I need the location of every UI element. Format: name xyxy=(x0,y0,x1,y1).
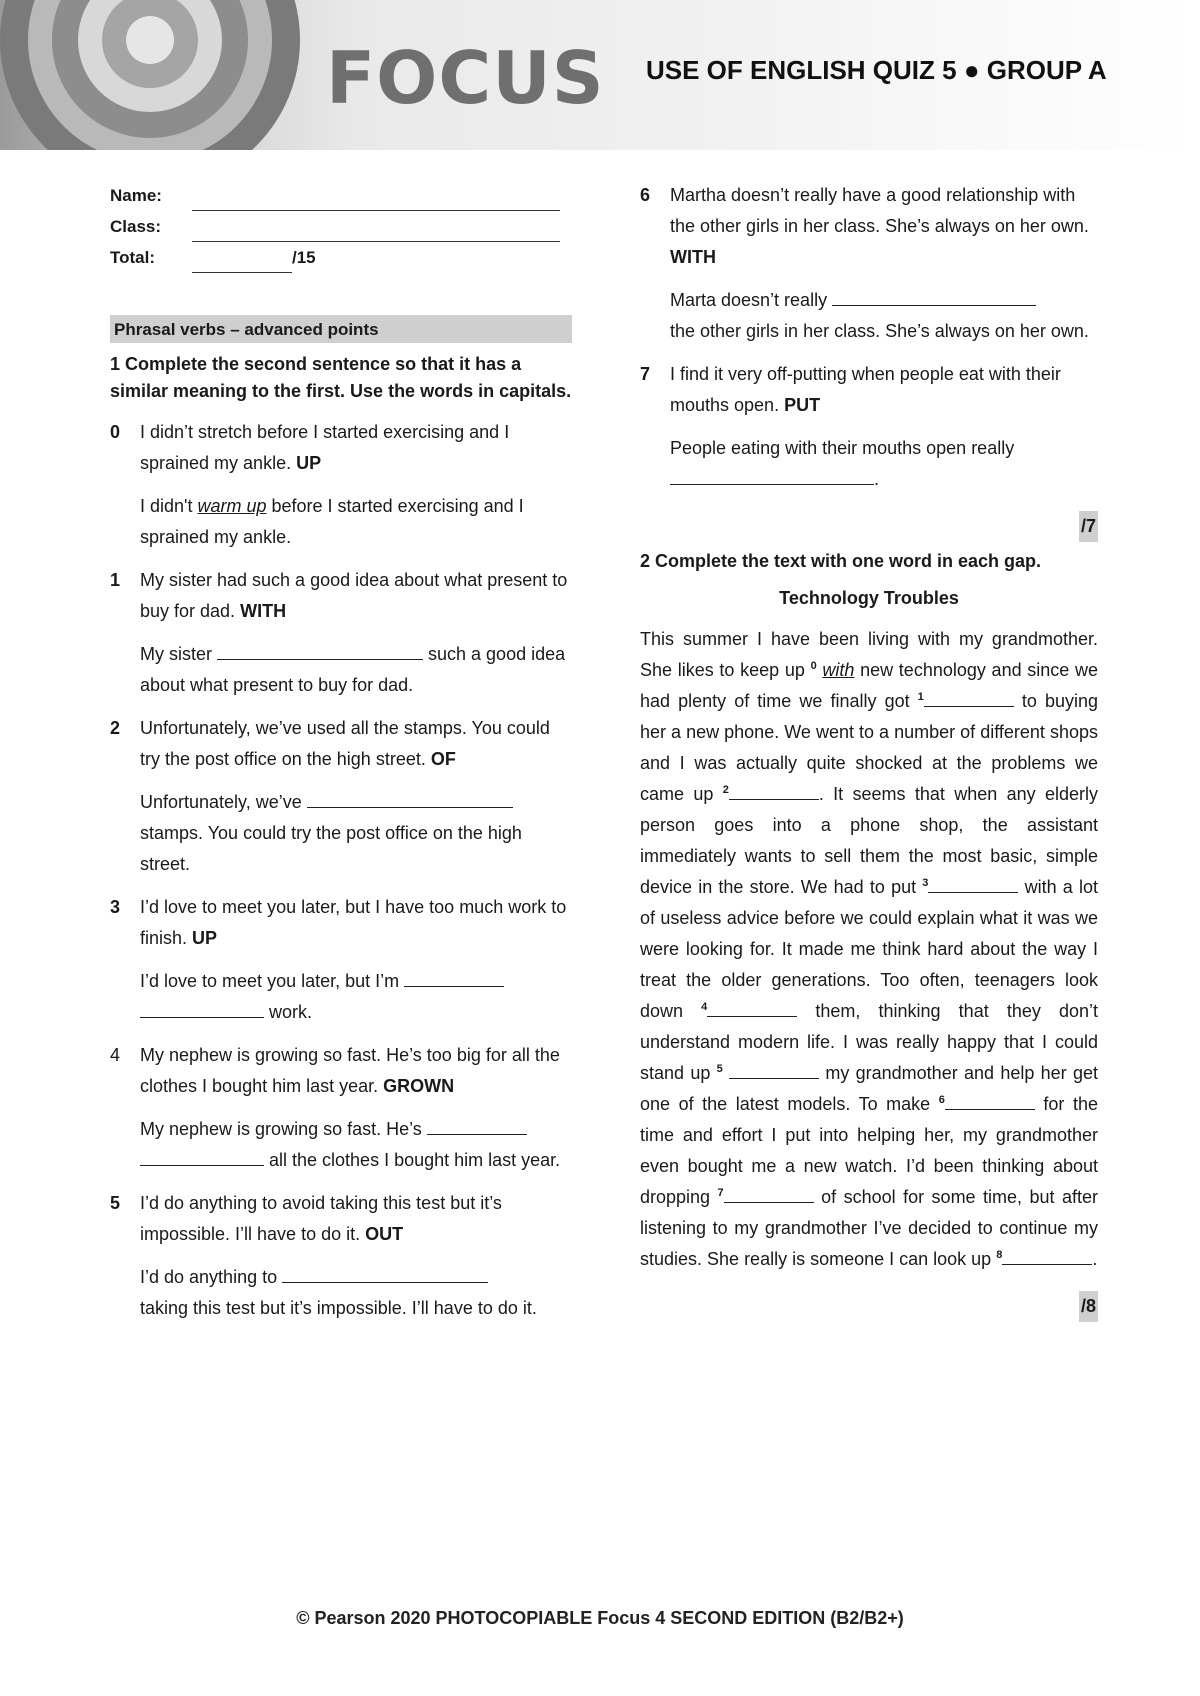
item-number: 6 xyxy=(640,185,651,205)
keyword: GROWN xyxy=(383,1076,455,1096)
keyword: WITH xyxy=(670,247,716,267)
question-4 xyxy=(110,1040,572,1102)
question-7 xyxy=(640,359,1098,421)
answer-blank[interactable] xyxy=(140,1001,264,1018)
total-suffix: /15 xyxy=(292,248,316,267)
example-answer: I didn't warm up before I started exercising and I sprained my ankle. xyxy=(140,496,524,547)
answer-4: My nephew is growing so fast. He’s all the clothes I bought him last year. xyxy=(140,1119,561,1170)
item-sentence: I’d do anything to avoid taking this test but it’s impossible. I’ll have to do it. xyxy=(140,1193,502,1244)
gap-fill-passage: This summer I have been living with my grandmother. She likes to keep up $^0$ with new technology and since we had plenty of time we finally got $^1$ to buying her a new phone. We went to a number of different shops and I was actually quite shocked at the problems we came up $^2$ . It seems that when any elderly person goes into a phone shop, the assistant immediately wants to sell them the most basic, simple device in the store. We had to put $^3$ with a lot of useless advice before we could explain what it was we were looking for. It made me think hard about the way I treat the older generations. Too often, teenagers look down $^4$ them, thinking that they don’t understand modern life. I was really happy that I could stand up $^5$ my grandmother and help her get one of the latest models. To make $^6$ for the time and effort I put into helping her, my grandmother even bought me a new watch. I’d been thinking about dropping $^7$ of school for some time, but after listening to my grandmother I’ve decided to continue my studies. She really is someone I can look up $^8$ . xyxy=(640,629,1099,1269)
exercise1-score xyxy=(640,511,1098,542)
total-label: Total: xyxy=(110,248,156,267)
answer-blank[interactable] xyxy=(670,468,874,485)
keyword: WITH xyxy=(240,601,287,621)
item-sentence: I find it very off-putting when people eat with their mouths open. xyxy=(670,364,1061,415)
answer-blank[interactable] xyxy=(404,970,504,987)
score-box: /7 xyxy=(1079,511,1098,542)
gap-5[interactable] xyxy=(729,1062,819,1079)
question-6 xyxy=(640,180,1098,273)
gap-2[interactable] xyxy=(729,783,819,800)
item-number: 1 xyxy=(110,570,121,590)
item-sentence: Martha doesn’t really have a good relationship with the other girls in her class. She’s always on her own. xyxy=(670,185,1089,236)
answer-5: I’d do anything to taking this test but it’s impossible. I’ll have to do it. xyxy=(140,1267,537,1318)
page-footer: © Pearson 2020 PHOTOCOPIABLE Focus 4 SECOND EDITION (B2/B2+) xyxy=(296,1608,904,1628)
item-sentence: My nephew is growing so fast. He’s too big for all the clothes I bought him last year. xyxy=(140,1045,560,1096)
answer-blank[interactable] xyxy=(307,791,513,808)
gap-4[interactable] xyxy=(707,1000,797,1017)
text-title: Technology Troubles xyxy=(779,588,959,608)
item-sentence: My sister had such a good idea about what present to buy for dad. xyxy=(140,570,568,621)
name-label: Name: xyxy=(110,186,162,205)
keyword: OF xyxy=(430,749,456,769)
answer-1: My sister such a good idea about what present to buy for dad. xyxy=(140,644,566,695)
right-column xyxy=(640,180,1098,1322)
item-number: 0 xyxy=(110,422,121,442)
answer-2: Unfortunately, we’ve stamps. You could try the post office on the high street. xyxy=(140,792,522,874)
item-number: 4 xyxy=(110,1045,121,1065)
exercise2-instruction: 2 Complete the text with one word in each gap. xyxy=(640,551,1042,571)
gap-8[interactable] xyxy=(1002,1248,1092,1265)
item-number: 5 xyxy=(110,1193,121,1213)
keyword: OUT xyxy=(365,1224,404,1244)
answer-blank[interactable] xyxy=(832,289,1036,306)
answer-blank[interactable] xyxy=(282,1266,488,1283)
question-1 xyxy=(110,565,572,627)
gap-6[interactable] xyxy=(945,1093,1035,1110)
class-row xyxy=(110,211,572,242)
keyword: UP xyxy=(296,453,322,473)
answer-blank[interactable] xyxy=(140,1149,264,1166)
item-sentence: I’d love to meet you later, but I have too much work to finish. xyxy=(140,897,567,948)
section-heading: Phrasal verbs – advanced points xyxy=(110,315,572,343)
gap-1[interactable] xyxy=(924,690,1014,707)
answer-blank[interactable] xyxy=(217,643,423,660)
gap-7[interactable] xyxy=(724,1186,814,1203)
question-5 xyxy=(110,1188,572,1250)
class-label: Class: xyxy=(110,217,162,236)
exercise1-instruction: 1 Complete the second sentence so that it has a similar meaning to the first. Use the words in capitals. xyxy=(110,354,572,401)
answer-3: I’d love to meet you later, but I’m work. xyxy=(140,966,572,1028)
item-sentence: Unfortunately, we’ve used all the stamps. You could try the post office on the high street. xyxy=(140,718,550,769)
quiz-title: USE OF ENGLISH QUIZ 5 ● GROUP A xyxy=(646,55,1107,85)
item-sentence: I didn’t stretch before I started exercising and I sprained my ankle. xyxy=(140,422,510,473)
header-circle-graphic xyxy=(0,0,330,150)
example-item xyxy=(110,417,572,479)
total-row xyxy=(110,242,572,273)
name-field[interactable] xyxy=(192,190,560,211)
item-number: 2 xyxy=(110,718,121,738)
item-number: 7 xyxy=(640,364,651,384)
answer-6: Marta doesn’t really the other girls in her class. She’s always on her own. xyxy=(670,290,1089,341)
example-fill: with xyxy=(822,660,855,680)
gap-3[interactable] xyxy=(928,876,1018,893)
exercise2-score xyxy=(640,1291,1098,1322)
class-field[interactable] xyxy=(192,221,560,242)
example-fill: warm up xyxy=(197,496,267,516)
keyword: UP xyxy=(192,928,218,948)
score-box: /8 xyxy=(1079,1291,1098,1322)
focus-logo: FOCUS xyxy=(326,36,605,120)
answer-blank[interactable] xyxy=(427,1118,527,1135)
question-2 xyxy=(110,713,572,775)
keyword: PUT xyxy=(784,395,821,415)
page-header xyxy=(0,0,1200,150)
left-column xyxy=(110,180,572,1324)
question-3 xyxy=(110,892,572,954)
item-number: 3 xyxy=(110,897,121,917)
total-field[interactable] xyxy=(192,252,292,273)
name-row xyxy=(110,180,572,211)
answer-7: People eating with their mouths open really . xyxy=(670,438,1015,489)
